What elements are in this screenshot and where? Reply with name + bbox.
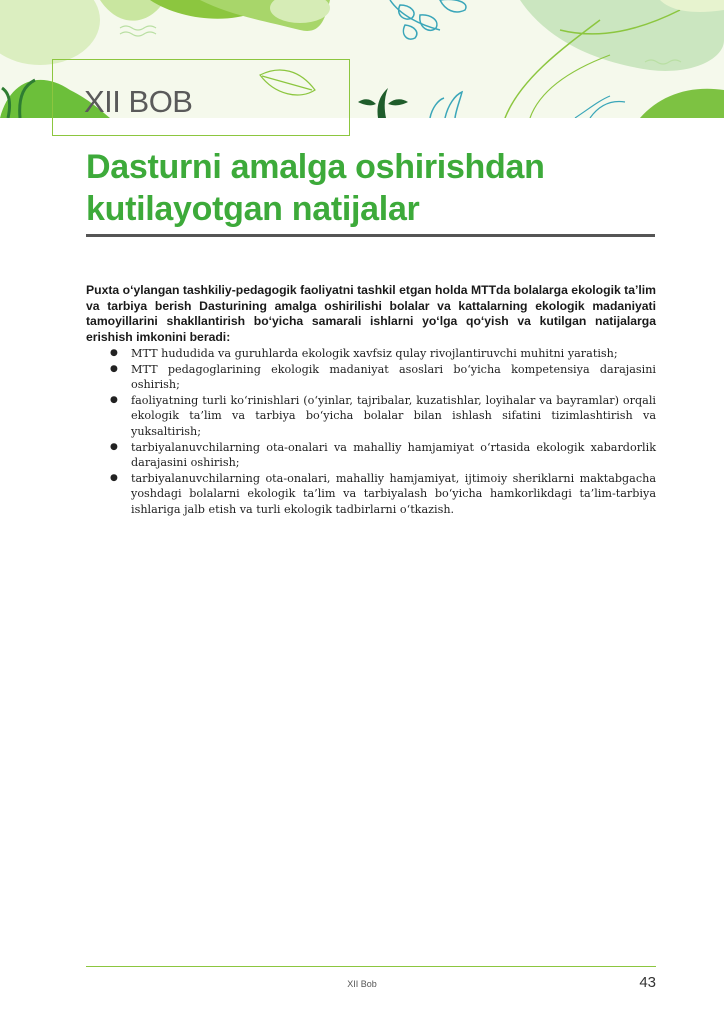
list-item [86, 346, 656, 362]
list-item-text: faoliyatning turli ko‘rinishlari (o‘yinlar, tajribalar, kuzatishlar, loyihalar va bayramlar) orqali ekologik ta’lim va tarbiya bo‘yicha bolalar bilan ishlash sifatini tizimlashtirish va yuksaltirish; [131, 393, 656, 438]
bullet-icon: ● [110, 472, 118, 483]
list-item-text: tarbiyalanuvchilarning ota-onalari va mahalliy hamjamiyat o‘rtasida ekologik xabardorlik darajasini oshirish; [131, 440, 656, 470]
bullet-icon: ● [110, 441, 118, 452]
intro-paragraph: Puxta o‘ylangan tashkiliy-pedagogik faoliyatni tashkil etgan holda MTTda bolalarga ekologik ta’lim va tarbiya berish Dasturining amalga oshirilishi bolalar va kattalarning ekologik madaniyati tamoyillarini shakllantirish bo‘yicha samarali ishlarni yo‘lga qo‘yish va kutilgan natijalarga erishish imkonini beradi: [86, 283, 656, 344]
list-item-text: MTT pedagoglarining ekologik madaniyat asoslari bo‘yicha kompetensiya darajasini oshirish; [131, 362, 656, 392]
title-divider [86, 234, 655, 237]
page-title [86, 146, 656, 230]
list-item [86, 393, 656, 440]
list-item [86, 440, 656, 471]
list-item [86, 362, 656, 393]
page-title-line-2: kutilayotgan natijalar [86, 190, 420, 228]
bullet-icon: ● [110, 348, 118, 358]
footer-chapter-label: XII Bob [347, 979, 377, 989]
page-number: 43 [639, 974, 656, 991]
outcomes-list [86, 346, 656, 518]
page-title-line-1: Dasturni amalga oshirishdan [86, 148, 545, 186]
list-item [86, 471, 656, 518]
list-item-text: tarbiyalanuvchilarning ota-onalari, mahalliy hamjamiyat, ijtimoiy sheriklarni maktabgacha yoshdagi bolalarni ekologik ta’lim va tarbiyalash bo‘yicha hamkorlikdagi ta’lim-tarbiya ishlariga jalb etish va turli ekologik tadbirlarni o‘tkazish. [131, 471, 656, 516]
footer-divider [86, 966, 656, 967]
list-item-text: MTT hududida va guruhlarda ekologik xavfsiz qulay rivojlantiruvchi muhitni yaratish; [131, 347, 618, 360]
chapter-label: XII BOB [84, 84, 193, 119]
bullet-icon: ● [110, 394, 118, 405]
bullet-icon: ● [110, 363, 118, 374]
